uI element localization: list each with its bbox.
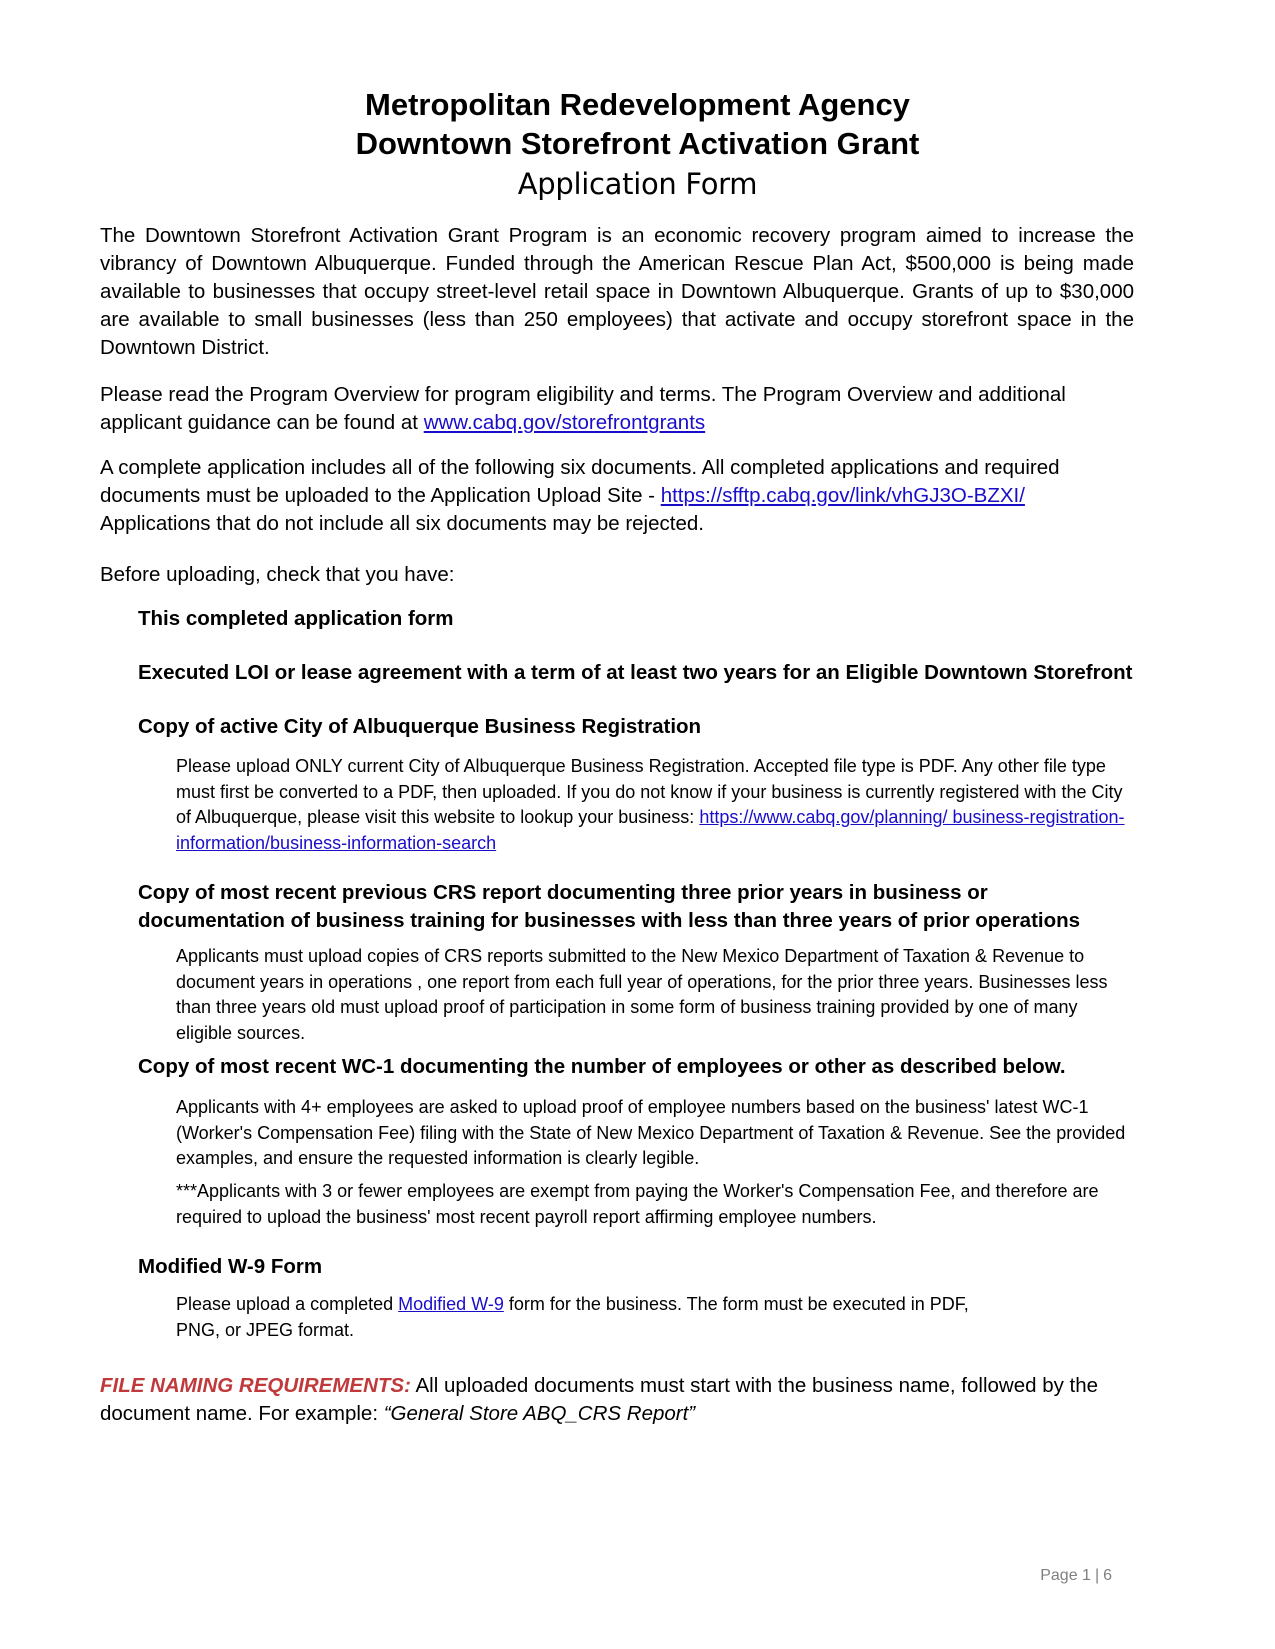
wc1-description: Applicants with 4+ employees are asked to upload proof of employee numbers based on the business' latest WC-1 (Worker's Compensation Fee) filing with the State of New Mexico Department of Taxation & Revenue. See the provided examples, and ensure the requested information is clearly legible. (176, 1097, 1126, 1168)
grant-title: Downtown Storefront Activation Grant (355, 126, 920, 161)
file-naming-text: All uploaded documents must start with the business name, followed by the document name. For example: (100, 1374, 1099, 1425)
checklist-item-application-form: This completed application form (138, 607, 454, 630)
checklist-item-wc1: Copy of most recent WC-1 documenting the number of employees or other as described below. (138, 1055, 1066, 1078)
page-footer (1040, 1567, 1112, 1585)
storefront-grants-link[interactable]: www.cabq.gov/storefrontgrants (423, 411, 706, 434)
checklist-item-lease: Executed LOI or lease agreement with a term of at least two years for an Eligible Downtown Storefront (138, 661, 1133, 684)
upload-paragraph (100, 454, 1134, 538)
page-separator: | (1094, 1567, 1100, 1584)
wc1-exemption-note: ***Applicants with 3 or fewer employees are exempt from paying the Worker's Compensation Fee, and therefore are required to upload the business' most recent payroll report affirming employee numbers. (176, 1181, 1099, 1227)
file-naming-label: FILE NAMING REQUIREMENTS: (100, 1374, 411, 1397)
page-label: Page 1 (1040, 1567, 1091, 1584)
file-naming-paragraph (100, 1372, 1134, 1428)
business-search-link[interactable]: https://www.cabq.gov/planning/ business-registration-information/business-information-search (176, 807, 1125, 853)
upload-site-link[interactable]: https://sfftp.cabq.gov/link/vhGJ3O-BZXI/ (660, 484, 1025, 507)
business-registration-text: Please upload ONLY current City of Albuquerque Business Registration. Accepted file type is PDF. Any other file type must first be converted to a PDF, then uploaded. If you do not know if your business is currently registered with the City of Albuquerque, please visit this website to lookup your business: (176, 756, 1123, 827)
overview-text: Please read the Program Overview for program eligibility and terms. The Program Overview and additional applicant guidance can be found at (100, 383, 1066, 434)
checklist-intro: Before uploading, check that you have: (100, 563, 455, 586)
overview-paragraph (100, 381, 1134, 437)
agency-title: Metropolitan Redevelopment Agency (365, 87, 910, 122)
checklist-item-business-registration: Copy of active City of Albuquerque Business Registration (138, 715, 702, 738)
w9-text-before: Please upload a completed (176, 1294, 399, 1314)
checklist-item-w9: Modified W-9 Form (138, 1255, 323, 1278)
intro-paragraph: The Downtown Storefront Activation Grant Program is an economic recovery program aimed to increase the vibrancy of Downtown Albuquerque. Funded through the American Rescue Plan Act, $500,000 is being made available to businesses that occupy street-level retail space in Downtown Albuquerque. Grants of up to $30,000 are available to small businesses (less than 250 employees) that activate and occupy storefront space in the Downtown District. (100, 224, 1134, 359)
upload-warning: Applications that do not include all six documents may be rejected. (100, 512, 704, 535)
checklist-item-crs-report: Copy of most recent previous CRS report documenting three prior years in business or documentation of business training for businesses with less than three years of prior operations (138, 881, 1081, 932)
modified-w9-link[interactable]: Modified W-9 (398, 1294, 504, 1314)
form-subtitle: Application Form (517, 167, 758, 201)
business-registration-description (176, 754, 1136, 856)
upload-text: A complete application includes all of the following six documents. All completed applications and required documents must be uploaded to the Application Upload Site - (100, 456, 1060, 507)
w9-text-after: form for the business. The form must be executed in PDF, PNG, or JPEG format. (176, 1294, 969, 1340)
page-total: 6 (1103, 1567, 1112, 1584)
crs-report-description: Applicants must upload copies of CRS reports submitted to the New Mexico Department of Taxation & Revenue to document years in operations , one report from each full year of operations, for the prior three years. Businesses less than three years old must upload proof of participation in some form of business training provided by one of many eligible sources. (176, 946, 1108, 1043)
w9-description (176, 1292, 1006, 1343)
file-naming-example: “General Store ABQ_CRS Report” (383, 1402, 696, 1425)
